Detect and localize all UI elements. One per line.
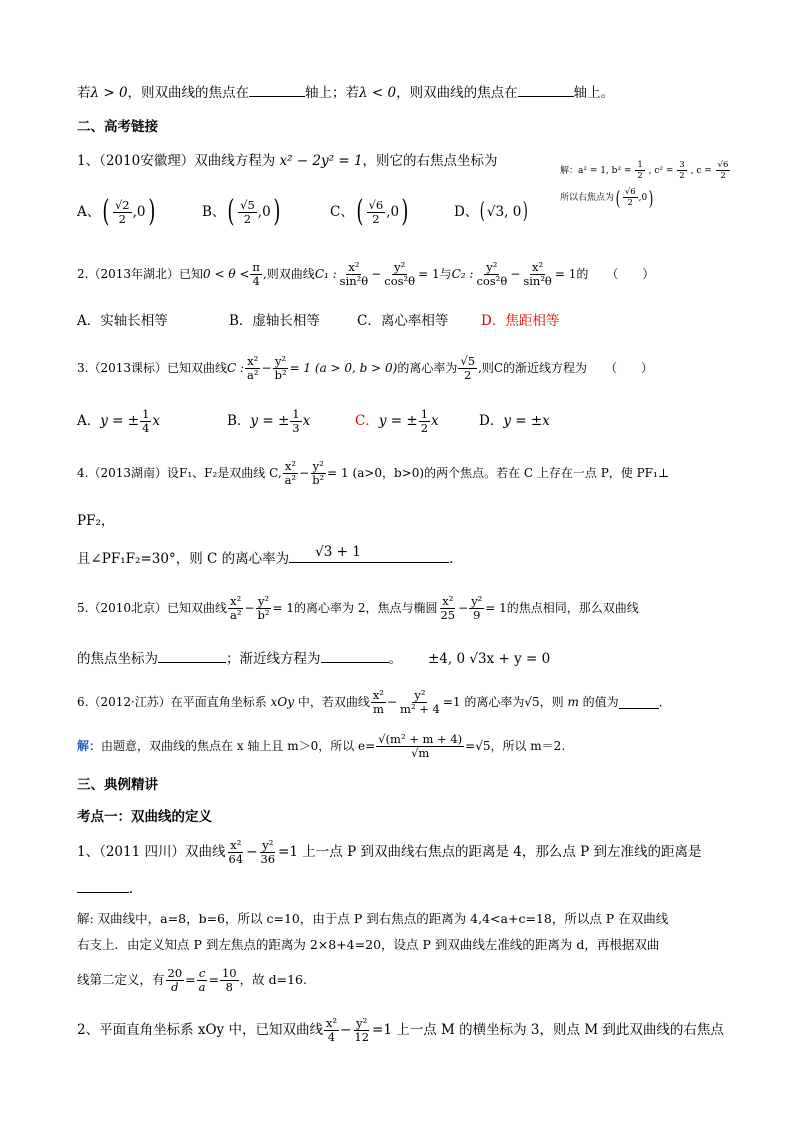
ex1-solution-3: 线第二定义，有 $\frac{20}{d}$ = $\frac{c}{a}$ = $\frac{10}{8}$ ，故 d=16. (77, 965, 307, 994)
q3-prefix: 3.（2013课标）已知双曲线 (77, 361, 227, 375)
denominator: b² (274, 367, 287, 382)
denominator: m (372, 701, 384, 716)
example-1: 1、（2011 四川）双曲线 $\frac{\text{x²}}{64}$ − $\frac{\text{y²}}{36}$ =1 上一点 P 到双曲线右焦点的距离是 4，那么点 P 到左准线的距离是 (77, 837, 702, 866)
denominator: b² (257, 607, 270, 622)
numerator: c (198, 965, 206, 980)
numerator: √2 (114, 197, 130, 212)
note-text: 所以右焦点为 (560, 192, 615, 203)
q5-line-2 (77, 650, 550, 668)
numerator: √(m² + m + 4) (378, 731, 463, 746)
answer-paren[interactable]: （ ） (605, 361, 654, 375)
denominator: a² (247, 367, 259, 382)
answer-blank[interactable] (158, 650, 226, 663)
q2-option-d[interactable]: D．焦距相等 (481, 313, 560, 329)
answer-paren[interactable]: （ ） (606, 267, 655, 281)
fraction (324, 1017, 339, 1044)
denominator: 2 (243, 211, 252, 226)
fraction (228, 595, 243, 622)
fraction (245, 355, 260, 382)
fraction (371, 689, 386, 716)
q1-option-d[interactable] (454, 197, 530, 227)
fraction (290, 408, 301, 435)
answer-blank[interactable] (249, 84, 305, 97)
numerator: y² (414, 687, 426, 702)
q3-text: 的离心率为 (397, 361, 458, 375)
numerator: 1 (292, 406, 300, 421)
option-expr: x (152, 413, 161, 429)
q3-option-b[interactable] (227, 408, 355, 435)
denominator: 2 (720, 171, 726, 181)
option-tail: ,0 (257, 204, 271, 220)
q5-text: 的焦点坐标为 (77, 651, 158, 667)
q5-text: ；渐近线方程为 (226, 651, 321, 667)
q3-text: ,则C的渐近线方程为 (478, 361, 588, 375)
q6-xoy: xOy (270, 695, 295, 709)
fraction (469, 595, 484, 622)
q5-answer: ±4, 0 √3x + y = 0 (428, 651, 551, 667)
text: 若 (77, 85, 91, 101)
q3-option-d[interactable] (479, 412, 550, 430)
option-text: √3, 0 (486, 204, 522, 220)
fraction (376, 733, 464, 760)
option-label: C． (355, 413, 379, 429)
option-expr: y = ± (100, 413, 140, 429)
denominator: 2 (637, 171, 643, 181)
section-2-title: 二、高考链接 (77, 119, 158, 135)
option-label: C、 (330, 204, 354, 220)
paren-left: ( (227, 194, 235, 229)
q1-option-a[interactable] (77, 194, 202, 229)
numerator: x² (442, 593, 454, 608)
text: ，则双曲线的焦点在 (127, 85, 250, 101)
fraction (438, 595, 457, 622)
paren-right: ) (147, 194, 155, 229)
fraction (419, 408, 430, 435)
answer-blank[interactable] (289, 544, 449, 563)
numerator: y² (312, 458, 324, 473)
solution-text: ，故 d=16. (239, 972, 307, 987)
denominator: m² + 4 (400, 701, 440, 716)
numerator: 1 (142, 406, 150, 421)
option-expr: y = ±x (503, 413, 550, 429)
denominator: 2 (627, 198, 633, 208)
numerator: 20 (167, 965, 183, 980)
denominator: 4 (142, 420, 150, 435)
fraction (677, 160, 686, 181)
q6-text: 的值为 (582, 695, 619, 709)
denominator: 2 (372, 211, 380, 226)
numerator: x² (230, 593, 242, 608)
numerator: √5 (240, 197, 255, 212)
denominator: 9 (473, 607, 481, 622)
denominator: a (198, 979, 206, 994)
q4-prefix: 4.（2013湖南）设F₁、F₂是双曲线 C, (77, 466, 282, 480)
fraction (338, 261, 371, 288)
numerator: x² (532, 259, 544, 274)
note-text: ,0 (638, 192, 648, 203)
q1-suffix: ，则它的右焦点坐标为 (362, 153, 498, 169)
solution-text: 线第二定义，有 (77, 972, 165, 987)
fraction (273, 355, 289, 382)
q4-text: = 1 (327, 466, 349, 480)
q4-text: 且∠PF₁F₂=30°，则 C 的离心率为 (77, 551, 290, 567)
numerator: y² (471, 593, 483, 608)
numerator: x² (247, 353, 259, 368)
question-4: 4.（2013湖南）设F₁、F₂是双曲线 C, $\frac{\text{x²}}{\text{a²}}$ − $\frac{\text{y²}}{\text{b²}}$ = 1 (a>0，b>0)的两个焦点。若在 C 上存在一点 P，使 PF₁⊥ (77, 458, 670, 487)
numerator: x² (284, 458, 296, 473)
solution-label: 解： (77, 739, 102, 753)
numerator: π (252, 259, 260, 274)
option-tail: ,0 (132, 204, 146, 220)
answer-blank[interactable] (619, 696, 659, 709)
denominator: a² (284, 472, 297, 487)
numerator: x² (325, 1015, 338, 1030)
fraction (367, 199, 386, 226)
paren-right: ) (523, 199, 529, 224)
q2-c1: C₁ : (314, 267, 337, 281)
numerator: 1 (637, 160, 643, 170)
q5-prefix: 5.（2010北京）已知双曲线 (77, 601, 227, 615)
denominator: b² (312, 472, 325, 487)
question-2: 2.（2013年湖北）已知 0 < θ < $\frac{\pi}{4}$ ,则双曲线 C₁ : $\frac{\text{x²}}{\text{sin²θ}}$ − $\frac{\text{y²}}{\text{cos²θ}}$ = 1与 C₂ : $\frac{\text{y²}}{\text{cos²θ}}$ − $\frac{\text{x²}}{\text{sin²θ}}$ = 1的 （ ） (77, 259, 655, 288)
numerator: 1 (420, 406, 429, 421)
note-text: , c² = (648, 166, 674, 176)
q2-text: = 1的 (554, 267, 589, 281)
denominator: cos²θ (476, 273, 508, 288)
fraction (382, 261, 417, 288)
note-line-1 (560, 160, 731, 181)
numerator: y² (356, 1015, 368, 1030)
q3-option-c[interactable] (355, 408, 479, 435)
fraction (283, 460, 298, 487)
numerator: y² (262, 837, 274, 852)
option-expr: y = ± (250, 413, 290, 429)
option-label: D、 (454, 204, 479, 220)
numerator: √6 (368, 197, 384, 212)
q3-options (77, 405, 550, 437)
q6-prefix: 6.（2012·江苏）在平面直角坐标系 (77, 695, 267, 709)
denominator: 64 (228, 851, 244, 866)
denominator: sin²θ (523, 273, 552, 288)
paren-right: ) (273, 194, 281, 229)
denominator: d (171, 979, 179, 994)
answer-blank[interactable] (321, 650, 389, 663)
q4-line-3: 且∠PF₁F₂=30°，则 C 的离心率为 √3 + 1 . (77, 544, 454, 567)
fraction (623, 187, 638, 208)
denominator: 2 (420, 420, 429, 435)
denominator: 4 (327, 1029, 336, 1044)
example-2: 2、平面直角坐标系 xOy 中，已知双曲线 $\frac{\text{x²}}{4}$ − $\frac{\text{y²}}{12}$ =1 上一点 M 的横坐标为 3，则点 M 到此双曲线的右焦点 (77, 1015, 724, 1044)
paren-right: ) (401, 194, 409, 229)
option-expr: y = ± (378, 413, 418, 429)
fraction (220, 967, 239, 994)
q6-solution (77, 728, 565, 764)
q1-equation: x² − 2y² = 1 (279, 153, 363, 169)
q4-text: (a>0，b>0)的两个焦点。若在 C 上存在一点 P，使 PF₁⊥ (352, 466, 670, 480)
q1-prefix: 1、（2010安徽理）双曲线方程为 (77, 153, 276, 169)
paren-left: ( (480, 199, 486, 224)
fraction (716, 160, 731, 181)
numerator: 3 (679, 160, 685, 170)
option-expr: x (431, 413, 439, 429)
question-6: 6.（2012·江苏）在平面直角坐标系 xOy 中，若双曲线 $\frac{\text{x²}}{m}$ − $\frac{\text{y²}}{\text{m² + 4}}$ =1 的离心率为√5，则 m 的值为 ． (77, 687, 671, 716)
q1-options (77, 190, 530, 234)
q2-text: = 1与 (418, 267, 452, 281)
denominator: sin²θ (339, 273, 369, 288)
fraction (310, 460, 326, 487)
ex1-text: =1 上一点 P 到双曲线右焦点的距离是 4，那么点 P 到左准线的距离是 (278, 844, 702, 860)
fraction (258, 839, 277, 866)
paren-left: ( (102, 194, 110, 229)
question-5: 5.（2010北京）已知双曲线 $\frac{\text{x²}}{\text{a²}}$ − $\frac{\text{y²}}{\text{b²}}$ = 1的离心率为 2，焦点与椭圆 $\frac{\text{x²}}{25}$ − $\frac{\text{y²}}{9}$ = 1的焦点相同，那么双曲线 (77, 593, 639, 622)
option-label: B． (227, 413, 251, 429)
fraction (140, 408, 151, 435)
denominator: a² (230, 607, 242, 622)
fraction (352, 1017, 371, 1044)
solution-text: 由题意，双曲线的焦点在 x 轴上且 m＞0，所以 e= (101, 739, 376, 753)
q4-answer: √3 + 1 (315, 544, 361, 560)
fraction (521, 261, 554, 288)
q6-text: =1 的离心率为√5，则 (442, 695, 564, 709)
condition: λ > 0 (90, 85, 128, 101)
q3-c: C : (227, 361, 245, 375)
denominator: 4 (252, 273, 260, 288)
ex1-solution-2: 右支上．由定义知点 P 到左焦点的距离为 2×8+4=20，设点 P 到双曲线左准线的距离为 d，再根据双曲 (77, 937, 660, 952)
denominator: 2 (464, 367, 472, 382)
option-label: B、 (202, 204, 226, 220)
denominator: 3 (292, 420, 300, 435)
denominator: 2 (118, 211, 126, 226)
fraction (197, 967, 208, 994)
ex1-prefix: 1、（2011 四川）双曲线 (77, 844, 226, 860)
denominator: 36 (260, 851, 276, 866)
q2-text: ,则双曲线 (262, 267, 315, 281)
ex1-blank-line (77, 880, 143, 898)
numerator: y² (394, 259, 406, 274)
fraction (398, 689, 442, 716)
numerator: 10 (221, 965, 237, 980)
q5-text: 。 (388, 651, 402, 667)
paren-left: ( (615, 185, 621, 210)
fraction (250, 261, 262, 288)
q2-c2: C₂ : (451, 267, 474, 281)
q4-line-2: PF₂， (77, 513, 115, 529)
q2-option-b[interactable]: B．虚轴长相等 (229, 313, 320, 329)
denominator: cos²θ (384, 273, 416, 288)
ex2-prefix: 2、平面直角坐标系 xOy 中，已知双曲线 (77, 1022, 323, 1038)
q2-prefix: 2.（2013年湖北）已知 (77, 267, 203, 281)
intro-line (77, 84, 614, 102)
ex2-text: =1 上一点 M 的横坐标为 3，则点 M 到此双曲线的右焦点 (372, 1022, 724, 1038)
q5-text: = 1的焦点相同，那么双曲线 (485, 601, 639, 615)
text: 轴上；若 (305, 85, 360, 101)
fraction (458, 355, 477, 382)
option-expr: x (302, 413, 311, 429)
note-text: , c = (690, 166, 712, 176)
fraction (474, 261, 509, 288)
q2-option-c[interactable]: C．离心率相等 (357, 313, 449, 329)
solution-text: =√5，所以 m＝2. (465, 739, 566, 753)
q2-options (77, 312, 559, 330)
q6-m: m (567, 695, 579, 709)
q3-option-a[interactable] (77, 408, 227, 435)
option-label: A、 (77, 204, 101, 220)
fraction (113, 199, 132, 226)
note-line-2 (560, 187, 731, 208)
section-3-title: 三、典例精讲 (77, 777, 158, 793)
q3-equation: = 1 (a > 0, b > 0) (289, 361, 398, 375)
numerator: y² (257, 593, 270, 608)
text: ，则双曲线的焦点在 (396, 85, 518, 101)
option-label: A． (77, 413, 101, 429)
fraction (227, 839, 246, 866)
q2-option-a[interactable]: A．实轴长相等 (77, 313, 168, 329)
fraction (256, 595, 272, 622)
text: 轴上。 (573, 85, 615, 101)
question-1 (77, 152, 498, 170)
denominator: 25 (440, 607, 456, 622)
numerator: x² (230, 837, 242, 852)
ex1-solution-1: 解: 双曲线中，a=8，b=6，所以 c=10，由于点 P 到右焦点的距离为 4,4<a+c=18，所以点 P 在双曲线 (77, 911, 669, 926)
numerator: √5 (460, 353, 476, 368)
note-text: 解：a² = 1, b² = (560, 166, 632, 176)
q1-option-b[interactable] (202, 194, 330, 229)
answer-blank[interactable] (77, 880, 129, 893)
paren-left: ( (356, 194, 364, 229)
question-3: 3.（2013课标）已知双曲线 C : $\frac{\text{x²}}{\text{a²}}$ − $\frac{\text{y²}}{\text{b²}}$ = 1 (a > 0, b > 0) 的离心率为 $\frac{√5}{2}$ ,则C的渐近线方程为 （ ） (77, 353, 654, 382)
q1-solution-note (560, 160, 731, 208)
numerator: √6 (717, 160, 729, 170)
numerator: √6 (624, 187, 636, 197)
q5-text: = 1的离心率为 2，焦点与椭圆 (272, 601, 438, 615)
denominator: 2 (679, 171, 685, 181)
fraction (238, 199, 257, 226)
answer-blank[interactable] (518, 84, 574, 97)
fraction (635, 160, 644, 181)
paren-right: ) (648, 185, 654, 210)
denominator: 12 (354, 1029, 370, 1044)
q6-text: ． (658, 695, 671, 709)
q2-condition: 0 < θ < (203, 267, 250, 281)
q6-text: 中，若双曲线 (297, 695, 370, 709)
denominator: √m (411, 745, 430, 760)
option-label: D． (479, 413, 504, 429)
numerator: y² (275, 353, 287, 368)
numerator: x² (348, 259, 360, 274)
numerator: x² (372, 687, 384, 702)
fraction (166, 967, 185, 994)
point-1-title: 考点一：双曲线的定义 (77, 809, 212, 825)
denominator: 8 (225, 979, 233, 994)
q1-option-c[interactable] (330, 194, 454, 229)
ex1-text: ． (129, 881, 143, 897)
condition: λ < 0 (359, 85, 397, 101)
numerator: y² (486, 259, 498, 274)
option-tail: ,0 (386, 204, 400, 220)
